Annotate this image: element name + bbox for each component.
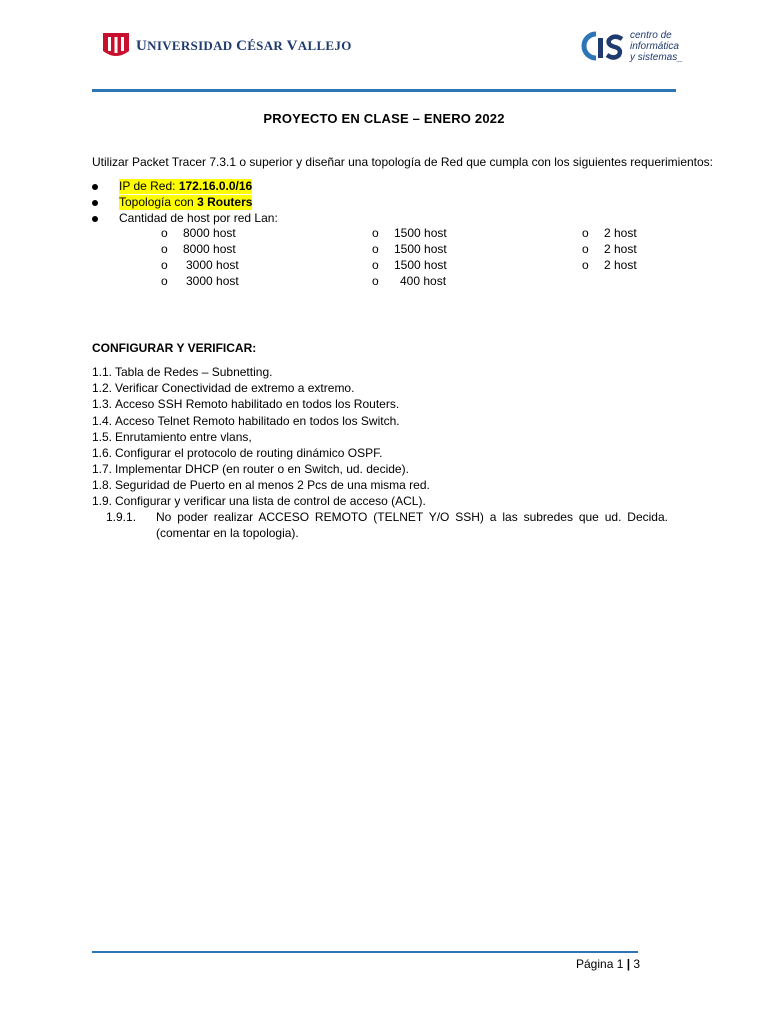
ucv-wordmark: UNIVERSIDAD CÉSAR VALLEJO — [136, 37, 352, 54]
document-title: PROYECTO EN CLASE – ENERO 2022 — [263, 111, 505, 126]
page-number: Página 1 | 3 — [576, 957, 641, 971]
bullet-icon — [92, 184, 98, 190]
ucv-logo — [102, 31, 352, 61]
section-title: CONFIGURAR Y VERIFICAR: — [92, 341, 257, 355]
bullet-icon — [92, 200, 98, 206]
intro-paragraph: Utilizar Packet Tracer 7.3.1 o superior y diseñar una topología de Red que cumpla con los siguientes requerimientos: — [92, 155, 714, 169]
ucv-shield-icon — [102, 31, 130, 61]
cis-logo — [580, 28, 683, 64]
bullet-icon — [92, 216, 98, 222]
cis-mark-icon — [580, 28, 626, 64]
subtask-item: 1.9.1. No poder realizar ACCESO REMOTO (TELNET Y/O SSH) a las subredes que ud. Decida. (comentar en la topologia). — [106, 510, 668, 540]
footer-divider — [92, 951, 638, 953]
header-divider — [92, 89, 676, 92]
cis-caption: centro de informática y sistemas_ — [630, 29, 683, 63]
